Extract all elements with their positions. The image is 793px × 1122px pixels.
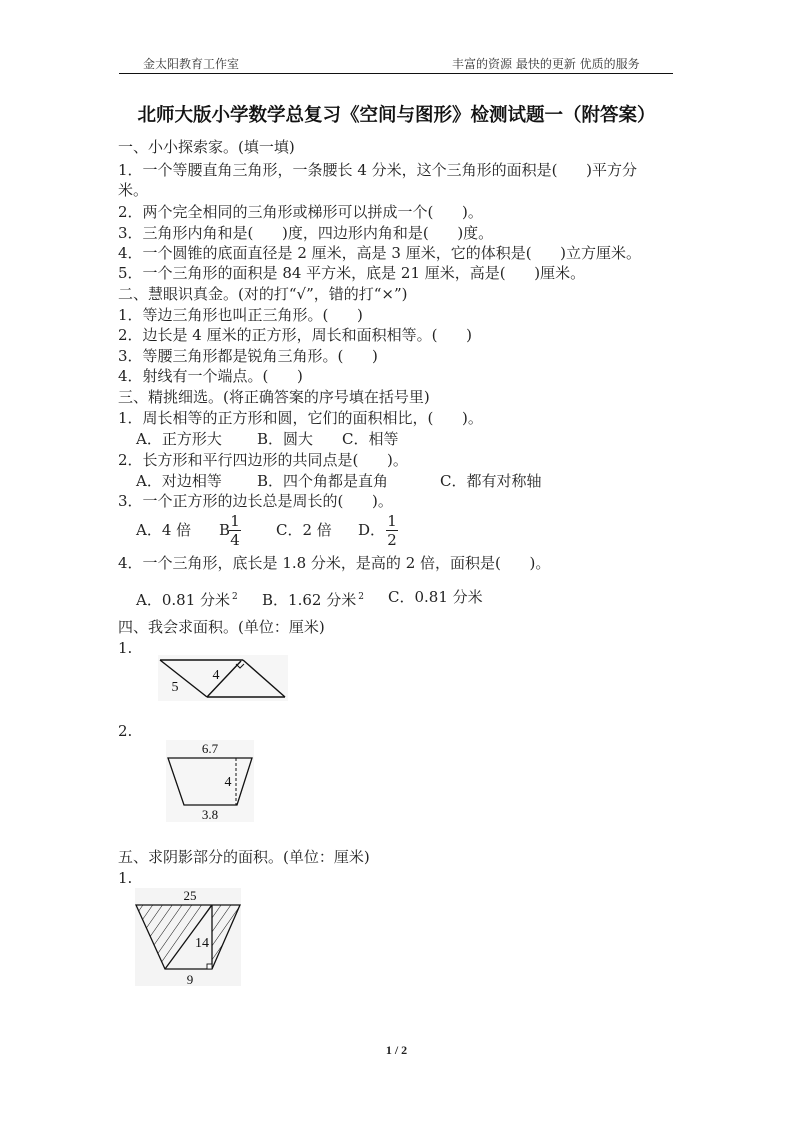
header-divider — [119, 73, 673, 74]
question-text: 2．两个完全相同的三角形或梯形可以拼成一个( )。 — [118, 203, 483, 221]
question-text-continued: 米。 — [118, 181, 149, 199]
parallelogram-figure — [158, 655, 288, 701]
page-title: 北师大版小学数学总复习《空间与图形》检测试题一（附答案） — [137, 105, 656, 126]
top-base-label: 25 — [183, 888, 197, 903]
header-right-text: 丰富的资源 最快的更新 优质的服务 — [452, 57, 640, 71]
option-a — [136, 587, 238, 610]
fraction-one-half — [386, 513, 398, 548]
section-heading-3: 三、精挑细选。(将正确答案的序号填在括号里) — [118, 388, 430, 406]
option-b: B．四个角都是直角 — [257, 472, 389, 490]
problem-number: 1. — [118, 639, 133, 657]
question-text: 4．射线有一个端点。( ) — [118, 367, 303, 385]
top-base-label: 6.7 — [201, 741, 219, 756]
option-c: C．2 倍 — [276, 521, 332, 539]
section-heading-2: 二、慧眼识真金。(对的打“√”，错的打“×”) — [118, 285, 408, 303]
option-c: C．都有对称轴 — [440, 472, 542, 490]
question-text: 1．周长相等的正方形和圆，它们的面积相比，( )。 — [118, 409, 483, 427]
side-length-label: 5 — [171, 680, 179, 695]
option-c: C．相等 — [342, 430, 399, 448]
option-c: C．0.81 分米 — [388, 588, 483, 606]
trapezoid-figure — [166, 740, 254, 822]
section-heading-4: 四、我会求面积。(单位：厘米) — [118, 618, 325, 636]
option-label: A．0.81 分米 — [136, 591, 230, 609]
question-text: 2．边长是 4 厘米的正方形，周长和面积相等。( ) — [118, 326, 472, 344]
superscript-exponent: 2 — [232, 592, 238, 602]
fraction-numerator: 1 — [230, 512, 240, 530]
question-text: 4．一个三角形，底长是 1.8 分米，是高的 2 倍，面积是( )。 — [118, 554, 551, 572]
superscript-exponent: 2 — [358, 592, 364, 602]
section-heading-5: 五、求阴影部分的面积。(单位：厘米) — [118, 848, 370, 866]
option-a: A．4 倍 — [136, 521, 192, 539]
question-text: 3．等腰三角形都是锐角三角形。( ) — [118, 347, 378, 365]
fraction-denominator: 2 — [387, 531, 397, 549]
option-a: A．正方形大 — [136, 430, 222, 448]
page-indicator: 1 / 2 — [385, 1043, 408, 1057]
problem-number: 2. — [118, 722, 133, 740]
height-label: 4 — [212, 668, 220, 683]
option-b: B — [219, 521, 231, 539]
bottom-base-label: 9 — [186, 972, 194, 986]
option-d: D． — [358, 521, 386, 539]
section-heading-1: 一、小小探索家。(填一填) — [118, 138, 295, 156]
bottom-base-label: 3.8 — [201, 807, 219, 822]
fraction-denominator: 4 — [230, 531, 240, 549]
right-angle-mark — [207, 964, 212, 969]
height-label: 4 — [224, 775, 232, 790]
question-text: 5．一个三角形的面积是 84 平方米，底是 21 厘米，高是( )厘米。 — [118, 264, 586, 282]
option-a: A．对边相等 — [136, 472, 222, 490]
option-b — [262, 587, 364, 610]
question-text: 1．等边三角形也叫正三角形。( ) — [118, 306, 363, 324]
option-b: B．圆大 — [257, 430, 314, 448]
question-text: 3．三角形内角和是( )度，四边形内角和是( )度。 — [118, 224, 494, 242]
option-label: B．1.62 分米 — [262, 591, 357, 609]
height-label: 14 — [195, 936, 209, 951]
question-text: 3．一个正方形的边长总是周长的( )。 — [118, 492, 393, 510]
fraction-numerator: 1 — [387, 512, 397, 530]
question-text: 1．一个等腰直角三角形，一条腰长 4 分米，这个三角形的面积是( )平方分 — [118, 161, 637, 179]
header-left-text: 金太阳教育工作室 — [143, 57, 240, 71]
fraction-one-quarter — [229, 513, 241, 548]
question-text: 2．长方形和平行四边形的共同点是( )。 — [118, 451, 408, 469]
shaded-trapezoid-figure — [135, 888, 241, 986]
question-text: 4．一个圆锥的底面直径是 2 厘米，高是 3 厘米，它的体积是( )立方厘米。 — [118, 244, 642, 262]
problem-number: 1. — [118, 869, 133, 887]
